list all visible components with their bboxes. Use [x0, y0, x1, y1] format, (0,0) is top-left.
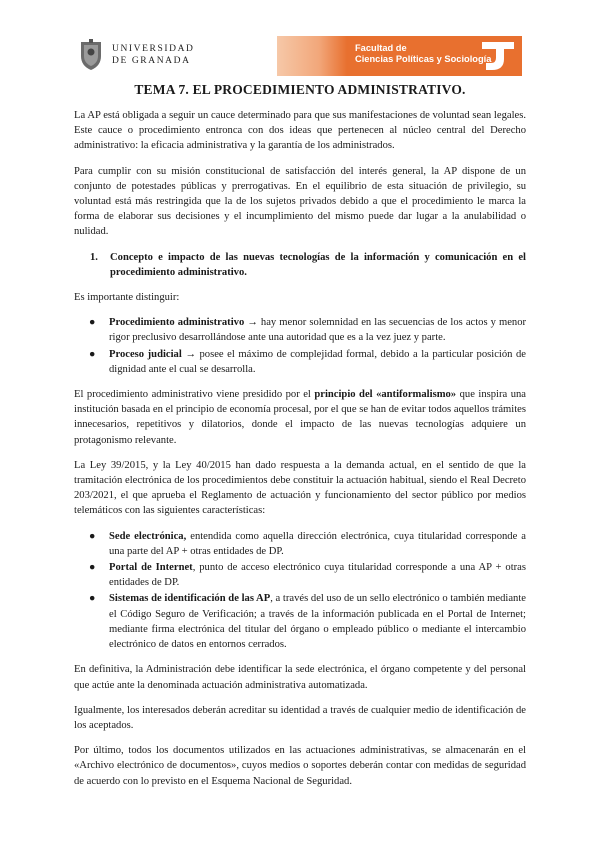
bold-term: principio del «antiformalismo» [314, 389, 457, 401]
list-item-text: entendida como aquella dirección electrónica, cuya titularidad corresponde a una parte del AP + otras entidades de DP. [109, 530, 526, 557]
faculty-name-line2: Ciencias Políticas y Sociología [355, 54, 492, 64]
list-item-text: hay menor solemnidad en las secuencias de los actos y menor rigor preclusivo desarrollándose ante una autoridad que es a la vez juez y parte. [109, 317, 527, 344]
section-title: Concepto e impacto de las nuevas tecnologías de la información y comunicación en el procedimiento administrativo. [110, 251, 526, 278]
text-span: El procedimiento administrativo viene presidido por el [74, 389, 315, 401]
arrow-icon: → [181, 348, 200, 360]
list-item-term: Proceso judicial [109, 348, 182, 360]
list-item-text: , punto de acceso electrónico cuya titularidad corresponde a una AP + otras entidades de DP. [109, 562, 526, 589]
paragraph-distinguish: Es importante distinguir: [74, 292, 180, 304]
list-item [74, 347, 526, 377]
paragraph-powers: Para cumplir con su misión constitucional de satisfacción del interés general, la AP dispone de un conjunto de potestades públicas y prerrogativas. En el equilibrio de esta situación de privilegio, su voluntad está más restringida que la de los sujetos privados debido a que el procedimiento le marca la forma de elaborar sus decisiones y el incumplimiento del mismo puede dar lugar a la anulabilidad o nulidad. [74, 165, 526, 238]
list-item-term: Sede electrónica, [109, 530, 187, 542]
paragraph-antiformalism [74, 387, 526, 448]
document-body [74, 108, 526, 799]
list-item [74, 315, 526, 345]
list-item-text: posee el máximo de complejidad formal, debido a la particular posición de dignidad ante el cual se desarrolla. [109, 348, 526, 375]
faculty-logo-icon [480, 39, 516, 73]
list-item-text: , a través del uso de un sello electrónico o también mediante el Código Seguro de Verificación; a través de la información publicada en el Portal de Internet; mediante firma electrónica del titular del órgano o empleado público o mediante el intercambio electrónico de datos en entornos cerrados. [109, 593, 527, 651]
section-number: 1. [90, 251, 98, 263]
faculty-name-line1: Facultad de [355, 43, 407, 53]
bullet-icon: ● [89, 593, 96, 605]
paragraph-archive: Por último, todos los documentos utilizados en las actuaciones administrativas, se almacenarán en el «Archivo electrónico de documentos», cuyos medios o soportes deberán contar con medidas de seguridad de acuerdo con lo previsto en el Esquema Nacional de Seguridad. [74, 745, 526, 787]
list-item [74, 591, 526, 652]
distinction-list [74, 315, 526, 377]
paragraph-laws: La Ley 39/2015, y la Ley 40/2015 han dado respuesta a la demanda actual, en el sentido de que la tramitación electrónica de los procedimientos debe constituir la actuación habitual, siendo el Real Decreto 203/2021, el que aprueba el Reglamento de actuación y funcionamiento del sector público por medios telemáticos con las siguientes características: [74, 459, 526, 517]
section-heading-1 [74, 250, 526, 280]
list-item-term: Procedimiento administrativo [109, 317, 245, 329]
paragraph-intro: La AP está obligada a seguir un cauce determinado para que sus manifestaciones de voluntad sean legales. Este cauce o procedimiento entronca con dos ideas que pertenecen al núcleo central del Derecho administrativo: la eficacia administrativa y la garantía de los administrados. [74, 110, 526, 152]
university-name-line1: UNIVERSIDAD [112, 44, 195, 54]
arrow-icon: → [244, 317, 261, 329]
university-name-line2: DE GRANADA [112, 56, 191, 66]
document-title: TEMA 7. EL PROCEDIMIENTO ADMINISTRATIVO. [134, 82, 466, 97]
bullet-icon: ● [89, 317, 96, 329]
faculty-banner [277, 36, 522, 76]
list-item-term: Sistemas de identificación de las AP [109, 593, 271, 605]
list-item [74, 529, 526, 559]
bullet-icon: ● [89, 530, 96, 542]
paragraph-conclusion: En definitiva, la Administración debe identificar la sede electrónica, el órgano competente y del personal que actúe ante la denominada actuación administrativa automatizada. [74, 664, 526, 691]
list-item [74, 560, 526, 590]
university-crest-icon [78, 38, 104, 72]
list-item-term: Portal de Internet [109, 562, 193, 574]
bullet-icon: ● [89, 562, 96, 574]
faculty-banner-gradient [277, 36, 347, 76]
university-logo [78, 38, 195, 72]
characteristics-list [74, 529, 526, 653]
paragraph-identity: Igualmente, los interesados deberán acreditar su identidad a través de cualquier medio de identificación de los aceptados. [74, 704, 526, 731]
text-span: que inspira una institución basada en el principio de economía procesal, por el que se han de evitar todos aquellos trámites innecesarios, repetitivos y dilatorios, donde el impacto de las nuevas tecnologías adquiere un protagonismo relevante. [74, 389, 526, 446]
page-header [78, 36, 522, 78]
bullet-icon: ● [89, 348, 96, 360]
